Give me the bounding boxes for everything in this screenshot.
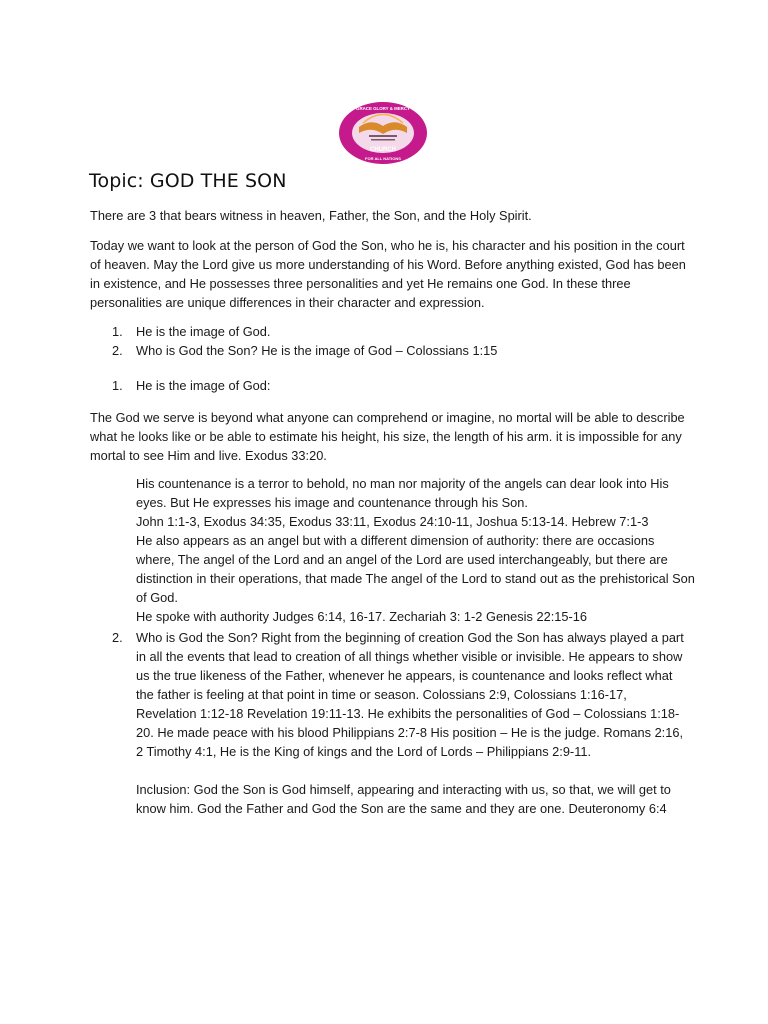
intro-paragraph: There are 3 that bears witness in heaven, Father, the Son, and the Holy Spirit. bbox=[90, 208, 532, 223]
section1-number: 1. bbox=[112, 378, 123, 393]
logo-caption-line bbox=[371, 139, 395, 141]
logo-caption-line bbox=[369, 135, 397, 137]
outline-list bbox=[90, 322, 690, 360]
outline-item bbox=[90, 341, 690, 360]
page-title: Topic: GOD THE SON bbox=[89, 170, 287, 192]
section1-heading bbox=[90, 376, 690, 395]
section1-paragraph: The God we serve is beyond what anyone can comprehend or imagine, no mortal will be able to describe what he looks like or be able to estimate his height, his size, the length of his arm. it is impossible for any mortal to see Him and live. Exodus 33:20. bbox=[90, 410, 685, 463]
scripture-references: He spoke with authority Judges 6:14, 16-17. Zechariah 3: 1-2 Genesis 22:15-16 bbox=[136, 609, 588, 624]
outline-item bbox=[90, 322, 690, 341]
section1-heading-item bbox=[90, 376, 690, 395]
indented-line: His countenance is a terror to behold, no man nor majority of the angels can dear look into His eyes. But He expresses his image and countenance through his Son. bbox=[136, 476, 669, 510]
outline-number: 1. bbox=[112, 324, 123, 339]
indented-line: He also appears as an angel but with a different dimension of authority: there are occasions where, The angel of the Lord and an angel of the Lord are used interchangeably, but there are distinction in their operations, that made The angel of the Lord to stand out as the prehistorical Son of God. bbox=[136, 533, 695, 605]
logo-middle-text: CHURCH bbox=[370, 147, 396, 153]
section2-item bbox=[90, 628, 690, 761]
inclusion-paragraph: Inclusion: God the Son is God himself, appearing and interacting with us, so that, we will get to know him. God the Father and God the Son are the same and they are one. Deuteronomy 6:4 bbox=[136, 782, 671, 816]
outline-text: He is the image of God. bbox=[136, 324, 271, 339]
section2 bbox=[90, 628, 690, 761]
section2-number: 2. bbox=[112, 630, 123, 645]
logo-top-text: GRACE GLORY & MERCY bbox=[356, 106, 410, 111]
outline-number: 2. bbox=[112, 343, 123, 358]
section2-text: Who is God the Son? Right from the beginning of creation God the Son has always played a part in all the events that lead to creation of all things whether visible or invisible. He appears to show us the true likeness of the Father, whenever he appears, is countenance and looks reflect what the father is feeling at that point in time or season. Colossians 2:9, Colossians 1:16-17, Revelation 1:12-18 Revelation 19:11-13. He exhibits the personalities of God – Colossians 1:18-20. He made peace with his blood Philippians 2:7-8 His position – He is the judge. Romans 2:16, 2 Timothy 4:1, He is the King of kings and the Lord of Lords – Philippians 2:9-11. bbox=[136, 630, 684, 759]
section1-heading-text: He is the image of God: bbox=[136, 378, 271, 393]
section1-indented-block bbox=[136, 474, 696, 626]
church-logo bbox=[337, 100, 429, 166]
logo-bottom-text: FOR ALL NATIONS bbox=[365, 156, 401, 161]
scripture-references: John 1:1-3, Exodus 34:35, Exodus 33:11, Exodus 24:10-11, Joshua 5:13-14. Hebrew 7:1-3 bbox=[136, 514, 649, 529]
overview-paragraph: Today we want to look at the person of God the Son, who he is, his character and his position in the court of heaven. May the Lord give us more understanding of his Word. Before anything existed, God has been in existence, and He possesses three personalities and yet He remains one God. In these three personalities are unique differences in their character and expression. bbox=[90, 238, 686, 310]
outline-text: Who is God the Son? He is the image of God – Colossians 1:15 bbox=[136, 343, 498, 358]
